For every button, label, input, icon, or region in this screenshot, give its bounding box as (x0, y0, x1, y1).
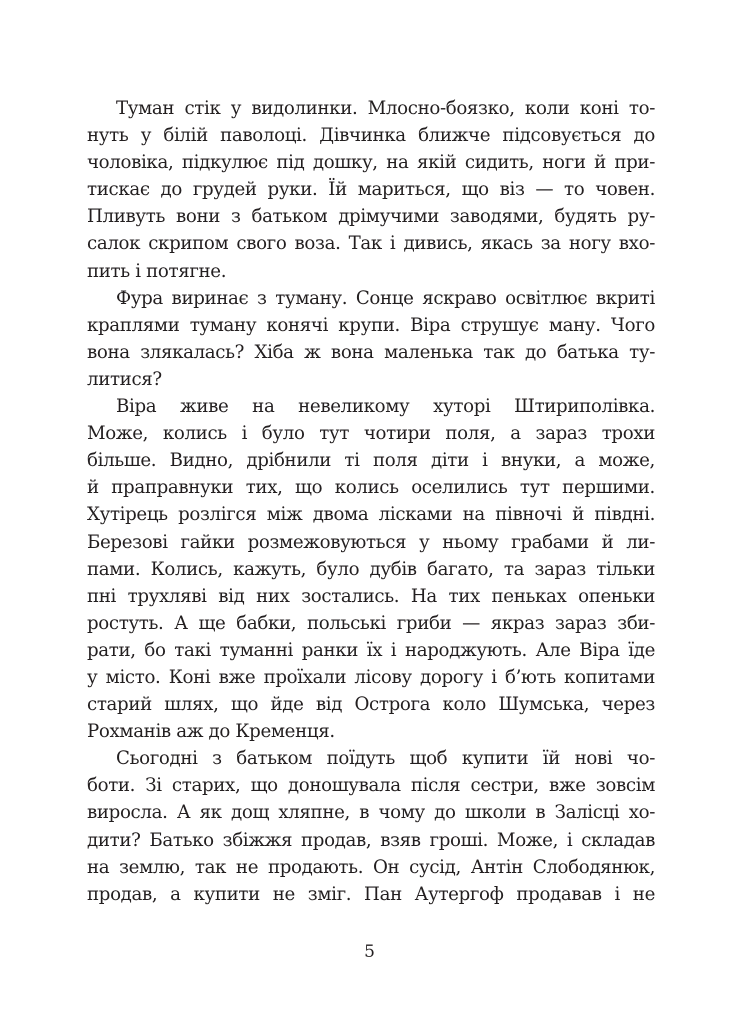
text-line: ростуть. А ще бабки, польські гриби — якраз зараз зби- (87, 612, 655, 634)
page-number: 5 (364, 942, 375, 962)
text-line: пні трухляві від них зостались. На тих пеньках опеньки (87, 585, 655, 607)
text-line: краплями туману конячі крупи. Віра струшує ману. Чого (87, 314, 655, 336)
text-line: салок скрипом свого воза. Так і дивись, якась за ногу вхо- (87, 233, 655, 255)
text-line: Сьогодні з батьком поїдуть щоб купити їй нові чо- (116, 748, 655, 770)
text-line: Може, колись і було тут чотири поля, а зараз трохи (87, 423, 655, 445)
body-text (87, 95, 655, 908)
text-line: вона злякалась? Хіба ж вона маленька так до батька ту- (87, 341, 655, 363)
text-line: боти. Зі старих, що доношувала після сестри, вже зовсім (87, 775, 655, 797)
text-line: Туман стік у видолинки. Млосно-боязко, коли коні то- (116, 98, 655, 119)
text-line: продав, а купити не зміг. Пан Аутергоф продавав і не (87, 883, 655, 905)
text-line: Пливуть вони з батьком дрімучими заводями, будять ру- (87, 206, 655, 228)
text-line: більше. Видно, дрібнили ті поля діти і внуки, а може, (87, 450, 655, 472)
text-line: пами. Колись, кажуть, було дубів багато, та зараз тільки (87, 558, 655, 580)
text-line: тискає до грудей руки. Їй мариться, що віз — то човен. (87, 179, 655, 201)
text-line: у місто. Коні вже проїхали лісову дорогу і б’ють копитами (87, 666, 655, 688)
text-line: на землю, так не продають. Он сусід, Антін Слободянюк, (87, 856, 655, 878)
text-line: литися? (87, 368, 162, 390)
text-line: й праправнуки тих, що колись оселились тут першими. (87, 477, 655, 499)
text-line: чоловіка, підкулює під дошку, на якій сидить, ноги й при- (87, 152, 655, 174)
text-line: виросла. А як дощ хляпне, в чому до школи в Залісці хо- (87, 802, 655, 824)
text-line: дити? Батько збіжжя продав, взяв гроші. Може, і складав (87, 829, 655, 851)
text-line: рати, бо такі туманні ранки їх і народжують. Але Віра їде (87, 639, 655, 661)
text-line: Віра живе на невеликому хуторі Штириполівка. (116, 396, 655, 418)
text-line: Березові гайки розмежовуються у ньому грабами й ли- (87, 531, 655, 553)
text-line: нуть у білій паволоці. Дівчинка ближче підсовується до (87, 125, 655, 147)
text-line: Рохманів аж до Кременця. (87, 721, 335, 743)
text-line: Фура виринає з туману. Сонце яскраво освітлює вкриті (116, 287, 655, 309)
text-line: старий шлях, що йде від Острога коло Шумська, через (87, 694, 655, 716)
text-line: Хутірець розлігся між двома лісками на півночі й півдні. (87, 504, 655, 526)
text-line: пить і потягне. (87, 260, 227, 282)
